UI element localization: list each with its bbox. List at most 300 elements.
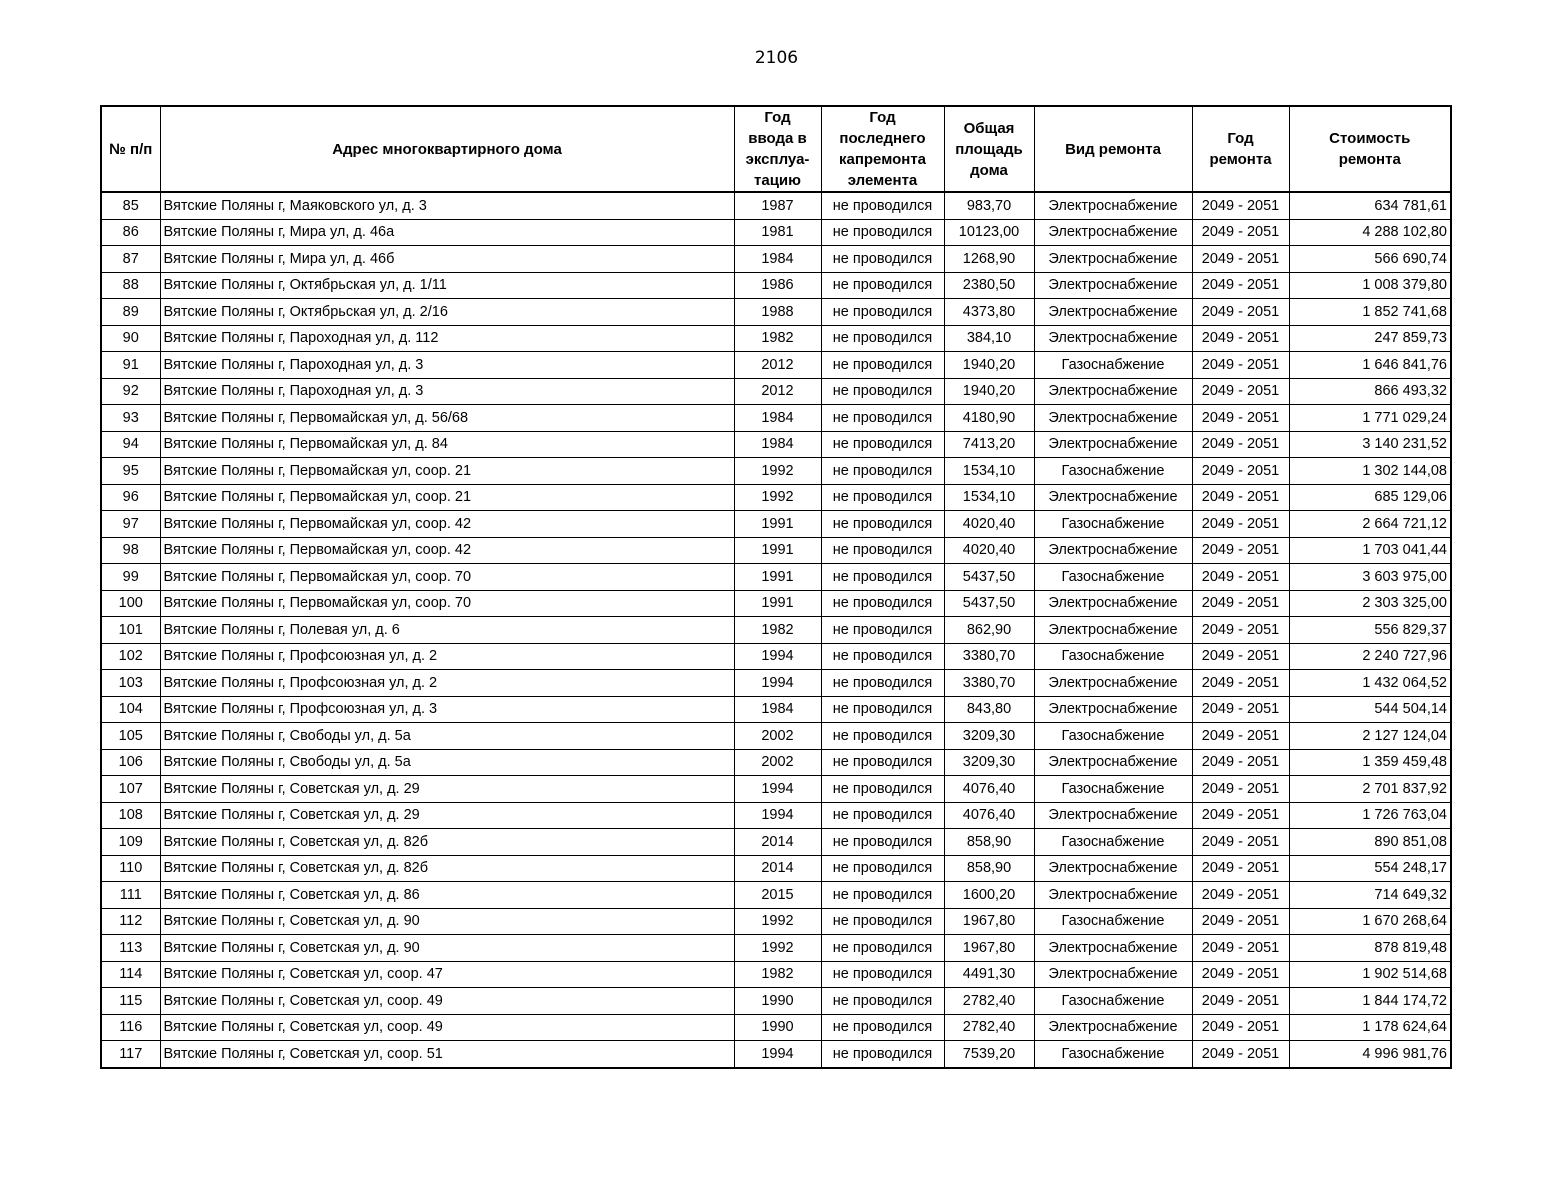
cell-year-built: 1991 bbox=[734, 564, 821, 591]
table-row bbox=[101, 484, 1451, 511]
cell-area: 1534,10 bbox=[944, 458, 1034, 485]
cell-year-built: 2002 bbox=[734, 723, 821, 750]
cell-num: 87 bbox=[101, 246, 160, 273]
cell-area: 1268,90 bbox=[944, 246, 1034, 273]
cell-num: 108 bbox=[101, 802, 160, 829]
cell-address: Вятские Поляны г, Первомайская ул, соор. 42 bbox=[160, 537, 734, 564]
cell-year-built: 1994 bbox=[734, 670, 821, 697]
cell-year-built: 1984 bbox=[734, 405, 821, 432]
cell-num: 109 bbox=[101, 829, 160, 856]
cell-year-built: 1984 bbox=[734, 246, 821, 273]
cell-year-built: 1988 bbox=[734, 299, 821, 326]
cell-year-built: 1982 bbox=[734, 325, 821, 352]
cell-address: Вятские Поляны г, Первомайская ул, соор. 21 bbox=[160, 484, 734, 511]
table-header-row bbox=[101, 106, 1451, 192]
cell-num: 89 bbox=[101, 299, 160, 326]
cell-address: Вятские Поляны г, Советская ул, д. 29 bbox=[160, 776, 734, 803]
cell-cost: 1 302 144,08 bbox=[1289, 458, 1451, 485]
cell-address: Вятские Поляны г, Первомайская ул, д. 84 bbox=[160, 431, 734, 458]
cell-repair-type: Электроснабжение bbox=[1034, 1014, 1192, 1041]
cell-last-repair: не проводился bbox=[821, 352, 944, 379]
cell-area: 3380,70 bbox=[944, 643, 1034, 670]
cell-last-repair: не проводился bbox=[821, 749, 944, 776]
cell-cost: 1 726 763,04 bbox=[1289, 802, 1451, 829]
table-row bbox=[101, 299, 1451, 326]
cell-num: 105 bbox=[101, 723, 160, 750]
cell-year-built: 1991 bbox=[734, 590, 821, 617]
cell-repair-year: 2049 - 2051 bbox=[1192, 378, 1289, 405]
cell-year-built: 1990 bbox=[734, 988, 821, 1015]
cell-repair-type: Электроснабжение bbox=[1034, 590, 1192, 617]
cell-num: 96 bbox=[101, 484, 160, 511]
cell-repair-type: Электроснабжение bbox=[1034, 617, 1192, 644]
cell-num: 110 bbox=[101, 855, 160, 882]
cell-area: 2380,50 bbox=[944, 272, 1034, 299]
cell-repair-year: 2049 - 2051 bbox=[1192, 961, 1289, 988]
cell-last-repair: не проводился bbox=[821, 405, 944, 432]
cell-repair-year: 2049 - 2051 bbox=[1192, 802, 1289, 829]
cell-repair-type: Газоснабжение bbox=[1034, 1041, 1192, 1068]
cell-repair-type: Электроснабжение bbox=[1034, 431, 1192, 458]
cell-cost: 2 240 727,96 bbox=[1289, 643, 1451, 670]
cell-repair-year: 2049 - 2051 bbox=[1192, 1041, 1289, 1068]
cell-address: Вятские Поляны г, Советская ул, д. 82б bbox=[160, 855, 734, 882]
table-row bbox=[101, 590, 1451, 617]
cell-repair-year: 2049 - 2051 bbox=[1192, 723, 1289, 750]
cell-repair-year: 2049 - 2051 bbox=[1192, 776, 1289, 803]
cell-cost: 1 703 041,44 bbox=[1289, 537, 1451, 564]
cell-cost: 1 771 029,24 bbox=[1289, 405, 1451, 432]
cell-repair-year: 2049 - 2051 bbox=[1192, 352, 1289, 379]
cell-num: 95 bbox=[101, 458, 160, 485]
cell-address: Вятские Поляны г, Октябрьская ул, д. 2/16 bbox=[160, 299, 734, 326]
table-body bbox=[101, 192, 1451, 1068]
cell-last-repair: не проводился bbox=[821, 723, 944, 750]
cell-area: 1940,20 bbox=[944, 352, 1034, 379]
cell-area: 4076,40 bbox=[944, 802, 1034, 829]
table-row bbox=[101, 325, 1451, 352]
cell-repair-year: 2049 - 2051 bbox=[1192, 564, 1289, 591]
table-row bbox=[101, 192, 1451, 219]
cell-cost: 3 140 231,52 bbox=[1289, 431, 1451, 458]
cell-last-repair: не проводился bbox=[821, 1041, 944, 1068]
cell-year-built: 2014 bbox=[734, 829, 821, 856]
cell-cost: 1 178 624,64 bbox=[1289, 1014, 1451, 1041]
cell-repair-type: Электроснабжение bbox=[1034, 749, 1192, 776]
cell-last-repair: не проводился bbox=[821, 511, 944, 538]
cell-year-built: 2012 bbox=[734, 378, 821, 405]
cell-repair-year: 2049 - 2051 bbox=[1192, 431, 1289, 458]
cell-last-repair: не проводился bbox=[821, 431, 944, 458]
cell-year-built: 1991 bbox=[734, 537, 821, 564]
cell-repair-year: 2049 - 2051 bbox=[1192, 511, 1289, 538]
cell-cost: 4 996 981,76 bbox=[1289, 1041, 1451, 1068]
repair-plan-table bbox=[100, 105, 1452, 1069]
cell-year-built: 1994 bbox=[734, 1041, 821, 1068]
cell-last-repair: не проводился bbox=[821, 882, 944, 909]
cell-cost: 866 493,32 bbox=[1289, 378, 1451, 405]
cell-address: Вятские Поляны г, Пароходная ул, д. 3 bbox=[160, 378, 734, 405]
cell-cost: 1 646 841,76 bbox=[1289, 352, 1451, 379]
cell-area: 1600,20 bbox=[944, 882, 1034, 909]
cell-last-repair: не проводился bbox=[821, 378, 944, 405]
cell-area: 4076,40 bbox=[944, 776, 1034, 803]
cell-area: 7539,20 bbox=[944, 1041, 1034, 1068]
cell-last-repair: не проводился bbox=[821, 829, 944, 856]
cell-repair-year: 2049 - 2051 bbox=[1192, 882, 1289, 909]
header-repair-year: Год ремонта bbox=[1192, 106, 1289, 192]
cell-cost: 544 504,14 bbox=[1289, 696, 1451, 723]
cell-cost: 1 008 379,80 bbox=[1289, 272, 1451, 299]
cell-num: 103 bbox=[101, 670, 160, 697]
table-row bbox=[101, 935, 1451, 962]
cell-repair-type: Электроснабжение bbox=[1034, 935, 1192, 962]
cell-repair-year: 2049 - 2051 bbox=[1192, 537, 1289, 564]
table-row bbox=[101, 564, 1451, 591]
cell-address: Вятские Поляны г, Полевая ул, д. 6 bbox=[160, 617, 734, 644]
cell-cost: 2 127 124,04 bbox=[1289, 723, 1451, 750]
cell-last-repair: не проводился bbox=[821, 935, 944, 962]
cell-address: Вятские Поляны г, Октябрьская ул, д. 1/11 bbox=[160, 272, 734, 299]
cell-year-built: 1984 bbox=[734, 431, 821, 458]
cell-last-repair: не проводился bbox=[821, 643, 944, 670]
table-row bbox=[101, 1014, 1451, 1041]
cell-year-built: 1987 bbox=[734, 192, 821, 219]
cell-area: 2782,40 bbox=[944, 988, 1034, 1015]
cell-cost: 2 664 721,12 bbox=[1289, 511, 1451, 538]
cell-last-repair: не проводился bbox=[821, 908, 944, 935]
cell-repair-type: Газоснабжение bbox=[1034, 988, 1192, 1015]
cell-num: 101 bbox=[101, 617, 160, 644]
cell-cost: 247 859,73 bbox=[1289, 325, 1451, 352]
cell-area: 1967,80 bbox=[944, 935, 1034, 962]
cell-cost: 1 359 459,48 bbox=[1289, 749, 1451, 776]
cell-area: 858,90 bbox=[944, 829, 1034, 856]
table-row bbox=[101, 405, 1451, 432]
cell-repair-year: 2049 - 2051 bbox=[1192, 908, 1289, 935]
cell-year-built: 1982 bbox=[734, 961, 821, 988]
table-row bbox=[101, 378, 1451, 405]
cell-last-repair: не проводился bbox=[821, 696, 944, 723]
cell-cost: 2 303 325,00 bbox=[1289, 590, 1451, 617]
cell-num: 93 bbox=[101, 405, 160, 432]
cell-year-built: 1981 bbox=[734, 219, 821, 246]
table-row bbox=[101, 458, 1451, 485]
cell-cost: 3 603 975,00 bbox=[1289, 564, 1451, 591]
cell-num: 113 bbox=[101, 935, 160, 962]
header-cost: Стоимость ремонта bbox=[1289, 106, 1451, 192]
cell-repair-type: Газоснабжение bbox=[1034, 564, 1192, 591]
header-address: Адрес многоквартирного дома bbox=[160, 106, 734, 192]
cell-repair-year: 2049 - 2051 bbox=[1192, 590, 1289, 617]
cell-repair-type: Электроснабжение bbox=[1034, 537, 1192, 564]
table-row bbox=[101, 1041, 1451, 1068]
table-row bbox=[101, 882, 1451, 909]
cell-cost: 890 851,08 bbox=[1289, 829, 1451, 856]
cell-last-repair: не проводился bbox=[821, 484, 944, 511]
cell-area: 1940,20 bbox=[944, 378, 1034, 405]
cell-repair-type: Электроснабжение bbox=[1034, 325, 1192, 352]
cell-address: Вятские Поляны г, Первомайская ул, соор. 42 bbox=[160, 511, 734, 538]
table-row bbox=[101, 802, 1451, 829]
cell-repair-type: Газоснабжение bbox=[1034, 352, 1192, 379]
table-row bbox=[101, 670, 1451, 697]
cell-repair-year: 2049 - 2051 bbox=[1192, 405, 1289, 432]
cell-area: 5437,50 bbox=[944, 564, 1034, 591]
cell-year-built: 1992 bbox=[734, 458, 821, 485]
cell-cost: 556 829,37 bbox=[1289, 617, 1451, 644]
cell-year-built: 2012 bbox=[734, 352, 821, 379]
cell-repair-type: Газоснабжение bbox=[1034, 908, 1192, 935]
cell-num: 99 bbox=[101, 564, 160, 591]
cell-area: 2782,40 bbox=[944, 1014, 1034, 1041]
table-row bbox=[101, 908, 1451, 935]
cell-repair-type: Электроснабжение bbox=[1034, 378, 1192, 405]
cell-year-built: 2015 bbox=[734, 882, 821, 909]
cell-last-repair: не проводился bbox=[821, 855, 944, 882]
cell-repair-type: Электроснабжение bbox=[1034, 882, 1192, 909]
cell-address: Вятские Поляны г, Профсоюзная ул, д. 2 bbox=[160, 670, 734, 697]
cell-address: Вятские Поляны г, Мира ул, д. 46а bbox=[160, 219, 734, 246]
table-row bbox=[101, 537, 1451, 564]
cell-repair-type: Газоснабжение bbox=[1034, 511, 1192, 538]
cell-cost: 2 701 837,92 bbox=[1289, 776, 1451, 803]
cell-repair-type: Электроснабжение bbox=[1034, 670, 1192, 697]
cell-repair-year: 2049 - 2051 bbox=[1192, 988, 1289, 1015]
cell-repair-year: 2049 - 2051 bbox=[1192, 325, 1289, 352]
cell-num: 98 bbox=[101, 537, 160, 564]
cell-repair-year: 2049 - 2051 bbox=[1192, 829, 1289, 856]
cell-cost: 878 819,48 bbox=[1289, 935, 1451, 962]
cell-last-repair: не проводился bbox=[821, 961, 944, 988]
cell-address: Вятские Поляны г, Маяковского ул, д. 3 bbox=[160, 192, 734, 219]
cell-last-repair: не проводился bbox=[821, 590, 944, 617]
cell-repair-year: 2049 - 2051 bbox=[1192, 749, 1289, 776]
cell-cost: 4 288 102,80 bbox=[1289, 219, 1451, 246]
cell-cost: 566 690,74 bbox=[1289, 246, 1451, 273]
cell-repair-year: 2049 - 2051 bbox=[1192, 643, 1289, 670]
cell-last-repair: не проводился bbox=[821, 617, 944, 644]
cell-num: 115 bbox=[101, 988, 160, 1015]
table-row bbox=[101, 511, 1451, 538]
table-row bbox=[101, 696, 1451, 723]
cell-cost: 1 902 514,68 bbox=[1289, 961, 1451, 988]
cell-num: 116 bbox=[101, 1014, 160, 1041]
cell-address: Вятские Поляны г, Пароходная ул, д. 112 bbox=[160, 325, 734, 352]
cell-repair-year: 2049 - 2051 bbox=[1192, 935, 1289, 962]
table-row bbox=[101, 219, 1451, 246]
cell-address: Вятские Поляны г, Пароходная ул, д. 3 bbox=[160, 352, 734, 379]
cell-area: 5437,50 bbox=[944, 590, 1034, 617]
cell-num: 107 bbox=[101, 776, 160, 803]
cell-year-built: 1991 bbox=[734, 511, 821, 538]
cell-year-built: 2014 bbox=[734, 855, 821, 882]
cell-repair-year: 2049 - 2051 bbox=[1192, 219, 1289, 246]
cell-area: 4020,40 bbox=[944, 511, 1034, 538]
cell-year-built: 1994 bbox=[734, 776, 821, 803]
cell-cost: 554 248,17 bbox=[1289, 855, 1451, 882]
cell-num: 114 bbox=[101, 961, 160, 988]
cell-repair-year: 2049 - 2051 bbox=[1192, 670, 1289, 697]
cell-num: 97 bbox=[101, 511, 160, 538]
cell-address: Вятские Поляны г, Советская ул, соор. 51 bbox=[160, 1041, 734, 1068]
cell-repair-type: Газоснабжение bbox=[1034, 829, 1192, 856]
cell-repair-type: Электроснабжение bbox=[1034, 272, 1192, 299]
cell-last-repair: не проводился bbox=[821, 458, 944, 485]
cell-num: 94 bbox=[101, 431, 160, 458]
table-row bbox=[101, 776, 1451, 803]
cell-year-built: 1994 bbox=[734, 643, 821, 670]
cell-address: Вятские Поляны г, Профсоюзная ул, д. 3 bbox=[160, 696, 734, 723]
cell-repair-type: Электроснабжение bbox=[1034, 246, 1192, 273]
cell-last-repair: не проводился bbox=[821, 192, 944, 219]
cell-address: Вятские Поляны г, Советская ул, д. 29 bbox=[160, 802, 734, 829]
header-year-built: Год ввода в эксплуа- тацию bbox=[734, 106, 821, 192]
cell-repair-type: Газоснабжение bbox=[1034, 458, 1192, 485]
cell-num: 106 bbox=[101, 749, 160, 776]
header-repair-type: Вид ремонта bbox=[1034, 106, 1192, 192]
cell-year-built: 1982 bbox=[734, 617, 821, 644]
cell-last-repair: не проводился bbox=[821, 670, 944, 697]
cell-repair-type: Электроснабжение bbox=[1034, 192, 1192, 219]
table-row bbox=[101, 723, 1451, 750]
header-num: № п/п bbox=[101, 106, 160, 192]
cell-repair-type: Газоснабжение bbox=[1034, 643, 1192, 670]
cell-cost: 1 852 741,68 bbox=[1289, 299, 1451, 326]
cell-address: Вятские Поляны г, Профсоюзная ул, д. 2 bbox=[160, 643, 734, 670]
cell-year-built: 1994 bbox=[734, 802, 821, 829]
cell-area: 3380,70 bbox=[944, 670, 1034, 697]
cell-last-repair: не проводился bbox=[821, 776, 944, 803]
cell-last-repair: не проводился bbox=[821, 537, 944, 564]
cell-repair-year: 2049 - 2051 bbox=[1192, 855, 1289, 882]
cell-repair-type: Газоснабжение bbox=[1034, 723, 1192, 750]
cell-area: 7413,20 bbox=[944, 431, 1034, 458]
cell-year-built: 1990 bbox=[734, 1014, 821, 1041]
cell-year-built: 1992 bbox=[734, 484, 821, 511]
cell-last-repair: не проводился bbox=[821, 325, 944, 352]
cell-repair-type: Газоснабжение bbox=[1034, 776, 1192, 803]
cell-repair-year: 2049 - 2051 bbox=[1192, 192, 1289, 219]
cell-address: Вятские Поляны г, Советская ул, соор. 49 bbox=[160, 988, 734, 1015]
cell-address: Вятские Поляны г, Первомайская ул, соор. 70 bbox=[160, 564, 734, 591]
table-row bbox=[101, 431, 1451, 458]
cell-repair-year: 2049 - 2051 bbox=[1192, 484, 1289, 511]
cell-address: Вятские Поляны г, Свободы ул, д. 5а bbox=[160, 723, 734, 750]
cell-num: 92 bbox=[101, 378, 160, 405]
cell-area: 983,70 bbox=[944, 192, 1034, 219]
cell-area: 1534,10 bbox=[944, 484, 1034, 511]
cell-area: 3209,30 bbox=[944, 723, 1034, 750]
cell-repair-type: Электроснабжение bbox=[1034, 696, 1192, 723]
cell-address: Вятские Поляны г, Советская ул, соор. 47 bbox=[160, 961, 734, 988]
cell-num: 100 bbox=[101, 590, 160, 617]
cell-repair-type: Электроснабжение bbox=[1034, 855, 1192, 882]
cell-num: 104 bbox=[101, 696, 160, 723]
cell-address: Вятские Поляны г, Советская ул, соор. 49 bbox=[160, 1014, 734, 1041]
cell-area: 4491,30 bbox=[944, 961, 1034, 988]
cell-repair-type: Электроснабжение bbox=[1034, 484, 1192, 511]
cell-cost: 1 670 268,64 bbox=[1289, 908, 1451, 935]
cell-num: 91 bbox=[101, 352, 160, 379]
cell-address: Вятские Поляны г, Советская ул, д. 90 bbox=[160, 935, 734, 962]
cell-last-repair: не проводился bbox=[821, 246, 944, 273]
cell-repair-year: 2049 - 2051 bbox=[1192, 272, 1289, 299]
table-row bbox=[101, 988, 1451, 1015]
header-last-repair: Год последнего капремонта элемента bbox=[821, 106, 944, 192]
cell-year-built: 1984 bbox=[734, 696, 821, 723]
cell-area: 4180,90 bbox=[944, 405, 1034, 432]
cell-last-repair: не проводился bbox=[821, 272, 944, 299]
cell-cost: 1 844 174,72 bbox=[1289, 988, 1451, 1015]
cell-area: 4373,80 bbox=[944, 299, 1034, 326]
cell-address: Вятские Поляны г, Первомайская ул, соор. 70 bbox=[160, 590, 734, 617]
table-row bbox=[101, 749, 1451, 776]
cell-num: 111 bbox=[101, 882, 160, 909]
cell-repair-year: 2049 - 2051 bbox=[1192, 617, 1289, 644]
cell-address: Вятские Поляны г, Первомайская ул, д. 56/68 bbox=[160, 405, 734, 432]
cell-repair-type: Электроснабжение bbox=[1034, 299, 1192, 326]
header-area: Общая площадь дома bbox=[944, 106, 1034, 192]
cell-address: Вятские Поляны г, Советская ул, д. 90 bbox=[160, 908, 734, 935]
cell-address: Вятские Поляны г, Свободы ул, д. 5а bbox=[160, 749, 734, 776]
cell-last-repair: не проводился bbox=[821, 1014, 944, 1041]
cell-address: Вятские Поляны г, Советская ул, д. 86 bbox=[160, 882, 734, 909]
table-row bbox=[101, 272, 1451, 299]
cell-area: 4020,40 bbox=[944, 537, 1034, 564]
cell-last-repair: не проводился bbox=[821, 802, 944, 829]
cell-year-built: 1992 bbox=[734, 935, 821, 962]
cell-repair-type: Электроснабжение bbox=[1034, 405, 1192, 432]
table-row bbox=[101, 829, 1451, 856]
cell-address: Вятские Поляны г, Мира ул, д. 46б bbox=[160, 246, 734, 273]
cell-num: 112 bbox=[101, 908, 160, 935]
cell-repair-year: 2049 - 2051 bbox=[1192, 1014, 1289, 1041]
cell-num: 90 bbox=[101, 325, 160, 352]
cell-num: 102 bbox=[101, 643, 160, 670]
cell-last-repair: не проводился bbox=[821, 299, 944, 326]
cell-repair-type: Электроснабжение bbox=[1034, 219, 1192, 246]
cell-repair-year: 2049 - 2051 bbox=[1192, 299, 1289, 326]
cell-address: Вятские Поляны г, Первомайская ул, соор. 21 bbox=[160, 458, 734, 485]
page-number: 2106 bbox=[754, 48, 799, 68]
cell-repair-type: Электроснабжение bbox=[1034, 961, 1192, 988]
cell-num: 88 bbox=[101, 272, 160, 299]
cell-last-repair: не проводился bbox=[821, 564, 944, 591]
cell-repair-year: 2049 - 2051 bbox=[1192, 458, 1289, 485]
cell-area: 862,90 bbox=[944, 617, 1034, 644]
cell-area: 10123,00 bbox=[944, 219, 1034, 246]
cell-cost: 714 649,32 bbox=[1289, 882, 1451, 909]
cell-area: 3209,30 bbox=[944, 749, 1034, 776]
cell-area: 384,10 bbox=[944, 325, 1034, 352]
cell-last-repair: не проводился bbox=[821, 219, 944, 246]
table-row bbox=[101, 855, 1451, 882]
table-row bbox=[101, 617, 1451, 644]
cell-num: 86 bbox=[101, 219, 160, 246]
table-row bbox=[101, 643, 1451, 670]
cell-area: 1967,80 bbox=[944, 908, 1034, 935]
cell-year-built: 2002 bbox=[734, 749, 821, 776]
cell-area: 843,80 bbox=[944, 696, 1034, 723]
table-row bbox=[101, 352, 1451, 379]
table-row bbox=[101, 246, 1451, 273]
cell-year-built: 1992 bbox=[734, 908, 821, 935]
cell-cost: 1 432 064,52 bbox=[1289, 670, 1451, 697]
cell-repair-year: 2049 - 2051 bbox=[1192, 246, 1289, 273]
cell-cost: 634 781,61 bbox=[1289, 192, 1451, 219]
cell-area: 858,90 bbox=[944, 855, 1034, 882]
